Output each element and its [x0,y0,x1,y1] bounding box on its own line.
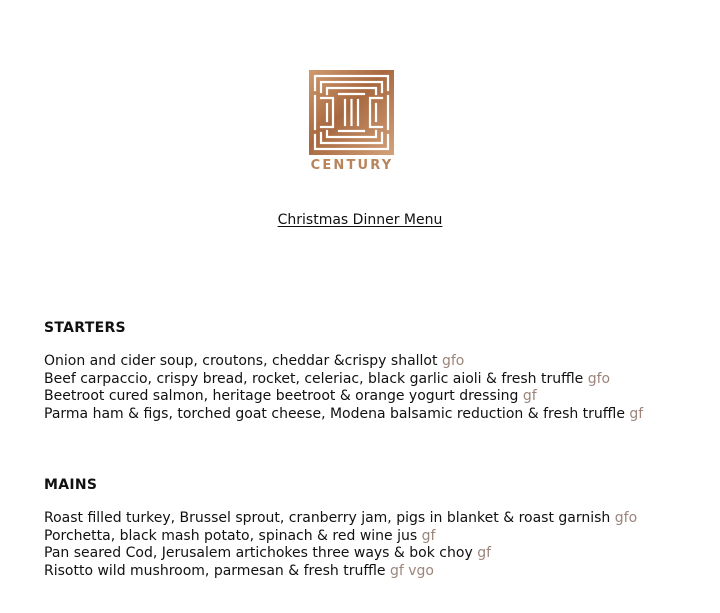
dish-name: Porchetta, black mash potato, spinach & red wine jus [44,527,418,544]
dish-name: Parma ham & figs, torched goat cheese, Modena balsamic reduction & fresh truffle [44,405,625,422]
brand-name: CENTURY [310,158,394,173]
dish-name: Pan seared Cod, Jerusalem artichokes three ways & bok choy [44,545,473,561]
list-item [44,563,704,581]
dietary-tag: gf [421,527,436,544]
dish-name: Roast filled turkey, Brussel sprout, cranberry jam, pigs in blanket & roast garnish [44,510,611,526]
dish-name: Beetroot cured salmon, heritage beetroot & orange yogurt dressing [44,388,519,404]
list-item [44,371,704,389]
dietary-tag: gfo [587,370,611,387]
list-item [44,353,704,371]
list-item [44,545,704,563]
dietary-tag: gf [629,405,644,422]
list-item [44,528,704,546]
section-mains [44,476,704,580]
list-item [44,510,704,528]
dietary-tag: gf [522,388,537,404]
dish-name: Risotto wild mushroom, parmesan & fresh truffle [44,562,386,579]
section-title: MAINS [44,477,98,493]
dietary-tag: gfo [614,510,638,526]
maze-square-logo-icon [309,70,394,155]
dietary-tag: gfo [441,353,465,369]
dietary-tag: gf vgo [389,562,434,579]
menu-title [0,211,720,229]
dish-name: Onion and cider soup, croutons, cheddar &crispy shallot [44,353,438,369]
list-item [44,388,704,406]
mains-list [44,510,704,580]
starters-list [44,353,704,423]
dish-name: Beef carpaccio, crispy bread, rocket, celeriac, black garlic aioli & fresh truffle [44,370,584,387]
section-title: STARTERS [44,320,126,336]
section-starters [44,319,704,423]
menu-title-text: Christmas Dinner Menu [277,212,443,228]
list-item [44,406,704,424]
dietary-tag: gf [477,545,492,561]
